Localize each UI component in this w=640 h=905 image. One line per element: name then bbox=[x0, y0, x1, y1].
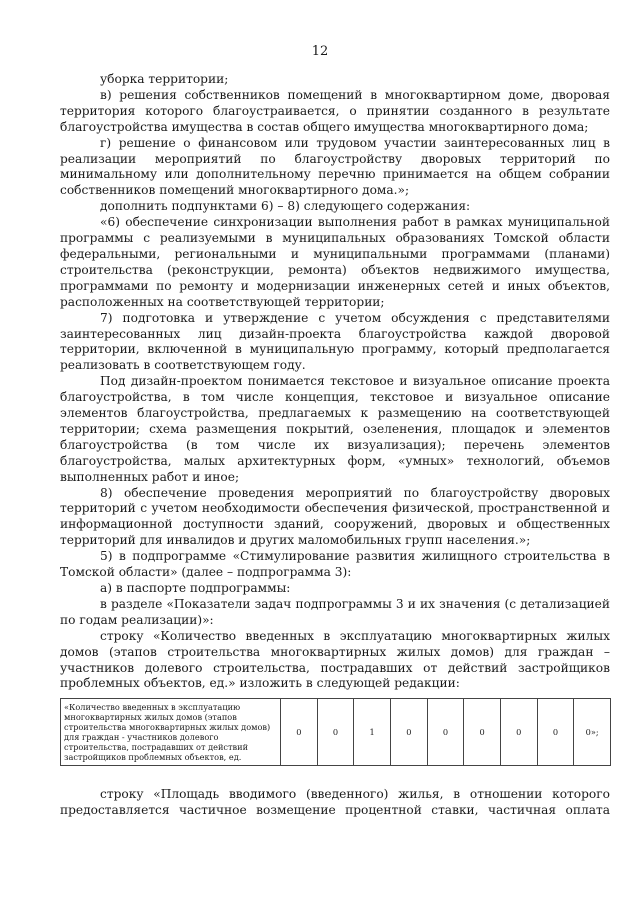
paragraph: 8) обеспечение проведения мероприятий по благоустройству дворовых территорий с учетом необходимости обеспечения физической, пространственной и информационной доступности зданий, сооружений, дворовых и общественных территорий для инвалидов и других маломобильных групп населения.»; bbox=[60, 485, 610, 548]
table-cell-value: 0 bbox=[317, 699, 354, 766]
table-cell-value: 0 bbox=[500, 699, 537, 766]
table-cell-value: 0 bbox=[464, 699, 501, 766]
paragraph: г) решение о финансовом или трудовом участии заинтересованных лиц в реализации мероприятий по благоустройству дворовых территорий по минимальному или дополнительному перечню принимается на общем собрании собственников помещений многоквартирного дома.»; bbox=[60, 135, 610, 198]
table-cell-value: 0 bbox=[537, 699, 574, 766]
paragraph: а) в паспорте подпрограммы: bbox=[100, 581, 291, 595]
paragraph: уборка территории; bbox=[100, 72, 229, 86]
document-body bbox=[60, 72, 610, 692]
document-tail bbox=[60, 787, 610, 819]
paragraph: Под дизайн-проектом понимается текстовое и визуальное описание проекта благоустройства, в том числе концепция, текстовое и визуальное описание элементов благоустройства, предлагаемых к размещению на соответствующей территории; схема размещения покрытий, озеленения, площадок и элементов благоустройства (в том числе их визуализация); перечень элементов благоустройства, малых архитектурных форм, «умных» технологий, объемов выполненных работ и иное; bbox=[60, 374, 610, 484]
paragraph: в разделе «Показатели задач подпрограммы 3 и их значения (с детализацией по годам реализации)»: bbox=[60, 596, 610, 627]
table-cell-value: 0 bbox=[281, 699, 318, 766]
table-cell-value: 1 bbox=[354, 699, 391, 766]
indicator-table bbox=[60, 698, 611, 766]
paragraph: 5) в подпрограмме «Стимулирование развития жилищного строительства в Томской области» (далее – подпрограмма 3): bbox=[60, 549, 610, 580]
paragraph: в) решения собственников помещений в многоквартирном доме, дворовая территория которого благоустраивается, о принятии созданного в результате благоустройства имущества в состав общего имущества многоквартирного дома; bbox=[60, 87, 610, 134]
page-number: 12 bbox=[311, 44, 329, 59]
paragraph: строку «Количество введенных в эксплуатацию многоквартирных жилых домов (этапов строительства многоквартирных жилых домов) для граждан – участников долевого строительства, пострадавших от действий застройщиков проблемных объектов, ед.» изложить в следующей редакции: bbox=[60, 628, 610, 691]
table-row bbox=[61, 699, 611, 766]
paragraph: 7) подготовка и утверждение с учетом обсуждения с представителями заинтересованных лиц дизайн-проекта благоустройства каждой дворовой территории, включенной в муниципальную программу, который предполагается реализовать в соответствующем году. bbox=[60, 310, 610, 373]
table-cell-value: 0»; bbox=[574, 699, 611, 766]
table-row-label: «Количество введенных в эксплуатацию многоквартирных жилых домов (этапов строительства многоквартирных жилых домов) для граждан - участников долевого строительства, пострадавших от действий застройщиков проблемных объектов, ед. bbox=[61, 699, 281, 766]
table-cell-value: 0 bbox=[427, 699, 464, 766]
paragraph: «6) обеспечение синхронизации выполнения работ в рамках муниципальной программы с реализуемыми в муниципальных образованиях Томской области федеральными, региональными и муниципальными программами (планами) строительства (реконструкции, ремонта) объектов недвижимого имущества, программами по ремонту и модернизации инженерных сетей и иных объектов, расположенных на соответствующей территории; bbox=[60, 215, 610, 309]
table-cell-value: 0 bbox=[390, 699, 427, 766]
paragraph: дополнить подпунктами 6) – 8) следующего содержания: bbox=[100, 199, 471, 214]
paragraph: строку «Площадь вводимого (введенного) жилья, в отношении которого предоставляется частичное возмещение процентной ставки, частичная оплата bbox=[60, 787, 610, 817]
